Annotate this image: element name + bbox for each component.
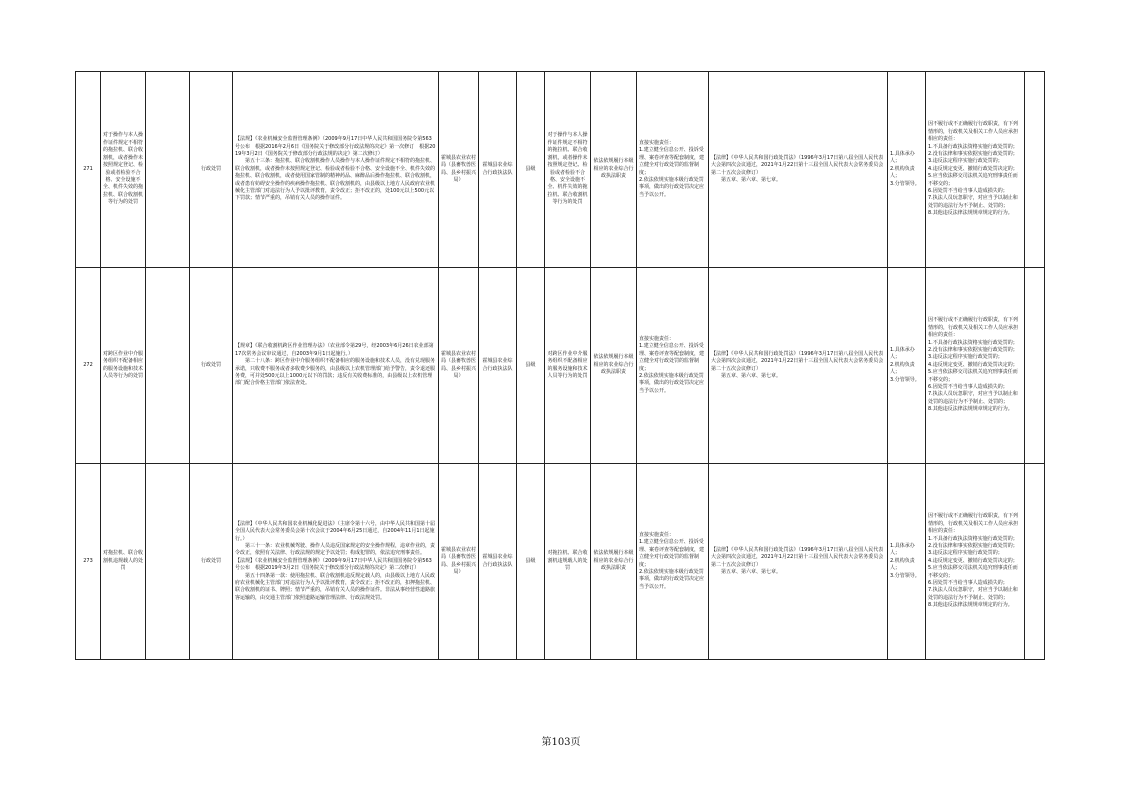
table-row xyxy=(76,268,1045,464)
duty-description: 依法依规履行本级相应的农业综合行政执法职责 xyxy=(591,464,637,660)
empty-cell xyxy=(146,72,190,268)
duty-description: 依法依规履行本级相应的农业综合行政执法职责 xyxy=(591,72,637,268)
implementation-responsibility: 直接实施责任： 1.建立健全信息公开、投诉受理、案卷评查等配套制度，建立健全对行政处罚的监督制度； 2.依法依规实施本级行政处罚事项，做出的行政处罚决定应当予以公开。 xyxy=(637,268,709,464)
admin-level: 县级 xyxy=(517,464,545,660)
duty-description: 依法依规履行本级相应的农业综合行政执法职责 xyxy=(591,268,637,464)
row-number: 273 xyxy=(76,464,101,660)
table-row xyxy=(76,72,1045,268)
admin-level: 县级 xyxy=(517,268,545,464)
row-number: 271 xyxy=(76,72,101,268)
accountability-law: 【法律】《中华人民共和国行政处罚法》（1996年3月17日第八届全国人民代表大会第四次会议通过，2021年1月22日第十三届全国人民代表大会常务委员会第二十五次会议修订） 第五章、第六章、第七章。 xyxy=(709,72,888,268)
responsible-subjects: 1.具体承办人； 2.机构负责人； 3.分管领导。 xyxy=(888,72,926,268)
enforcement-team: 霍城县农业综合行政执法队 xyxy=(479,72,517,268)
accountability-cases: 因不履行或不正确履行行政职责，有下列情形的，行政机关及相关工作人员应承担相应的责任： 1.不具备行政执法资格实施行政处罚的； 2.没有法律和事实依据实施行政处罚的； 3.违反法定程序实施行政处罚的； 4.违反规定变更、撤销行政处罚决定的； 5.应当依法移交司法机关追究刑事责任而不移交的； 6.因处罚不当给当事人造成损失的； 7.执法人员玩忽职守，对应当予以制止和处罚的违法行为不予制止、处罚的； 8.其他违反法律法规规章规定的行为。 xyxy=(926,464,1025,660)
responsible-department: 霍城县农业农村局（县畜牧兽医局、县乡村振兴局） xyxy=(439,72,479,268)
enforcement-team: 霍城县农业综合行政执法队 xyxy=(479,268,517,464)
accountability-law: 【法律】《中华人民共和国行政处罚法》（1996年3月17日第八届全国人民代表大会第四次会议通过，2021年1月22日第十三届全国人民代表大会常务委员会第二十五次会议修订） 第五章、第六章、第七章。 xyxy=(709,268,888,464)
sub-item: 对跨区作业中介服务组织不配备相应的服务设施和技术人员等行为的处罚 xyxy=(545,268,591,464)
responsible-department: 霍城县农业农村局（县畜牧兽医局、县乡村振兴局） xyxy=(439,464,479,660)
responsible-department: 霍城县农业农村局（县畜牧兽医局、县乡村振兴局） xyxy=(439,268,479,464)
item-name: 对拖拉机、联合收割机违规载人的处罚 xyxy=(101,464,146,660)
item-category: 行政处罚 xyxy=(190,72,233,268)
empty-cell xyxy=(146,464,190,660)
sub-item: 对于操作与本人操作证件规定不相符的拖拉机、联合收割机，或者操作未按照规定登记、检验或者检验不合格、安全设施不全、机件失效的拖拉机、联合收割机等行为的处罚 xyxy=(545,72,591,268)
sub-item: 对拖拉机、联合收割机违规载人的处罚 xyxy=(545,464,591,660)
legal-basis: 【法律】《中华人民共和国农业机械化促进法》（主席令第十六号，由中华人民共和国第十届全国人民代表大会常务委员会第十次会议于2004年6月25日通过，自2004年11月1日起施行。） 第三十一条：农业机械驾驶、操作人员违反国家规定的安全操作规程，违章作业的，责令改正，依照有关法律、行政法规的规定予以处罚；构成犯罪的，依法追究刑事责任。 【法规】《农业机械安全监督管理条例》（2009年9月17日中华人民共和国国务院令第563号公布 根据2019年3月2日《国务院关于修改部分行政法规的决定》第二次修订） 第五十四条第一款：使用拖拉机、联合收割机违反规定载人的，由县级以上地方人民政府农业机械化主管部门对违法行为人予以批评教育，责令改正；拒不改正的，扣押拖拉机、联合收割机的证书、牌照；情节严重的，吊销有关人员的操作证件。非法从事经营性道路旅客运输的，由交通主管部门依照道路运输管理法律、行政法规处罚。 xyxy=(233,464,439,660)
item-category: 行政处罚 xyxy=(190,464,233,660)
accountability-cases: 因不履行或不正确履行行政职责，有下列情形的，行政机关及相关工作人员应承担相应的责任： 1.不具备行政执法资格实施行政处罚的； 2.没有法律和事实依据实施行政处罚的； 3.违反法定程序实施行政处罚的； 4.违反规定变更、撤销行政处罚决定的； 5.应当依法移交司法机关追究刑事责任而不移交的； 6.因处罚不当给当事人造成损失的； 7.执法人员玩忽职守，对应当予以制止和处罚的违法行为不予制止、处罚的； 8.其他违反法律法规规章规定的行为。 xyxy=(926,268,1025,464)
remark-cell xyxy=(1025,268,1045,464)
responsibility-table xyxy=(75,71,1045,660)
accountability-cases: 因不履行或不正确履行行政职责，有下列情形的，行政机关及相关工作人员应承担相应的责任： 1.不具备行政执法资格实施行政处罚的； 2.没有法律和事实依据实施行政处罚的； 3.违反法定程序实施行政处罚的； 4.违反规定变更、撤销行政处罚决定的； 5.应当依法移交司法机关追究刑事责任而不移交的； 6.因处罚不当给当事人造成损失的； 7.执法人员玩忽职守，对应当予以制止和处罚的违法行为不予制止、处罚的； 8.其他违反法律法规规章规定的行为。 xyxy=(926,72,1025,268)
table-row xyxy=(76,464,1045,660)
accountability-law: 【法律】《中华人民共和国行政处罚法》（1996年3月17日第八届全国人民代表大会第四次会议通过，2021年1月22日第十三届全国人民代表大会常务委员会第二十五次会议修订） 第五章、第六章、第七章。 xyxy=(709,464,888,660)
empty-cell xyxy=(146,268,190,464)
responsible-subjects: 1.具体承办人； 2.机构负责人； 3.分管领导。 xyxy=(888,464,926,660)
implementation-responsibility: 直接实施责任： 1.建立健全信息公开、投诉受理、案卷评查等配套制度，建立健全对行政处罚的监督制度； 2.依法依规实施本级行政处罚事项，做出的行政处罚决定应当予以公开。 xyxy=(637,464,709,660)
legal-basis: 【规章】《联合收割机跨区作业管理办法》（农业部令第29号，经2003年6月26日农业部第17次常务会议审议通过，自2003年9月1日起施行。） 第二十八条：跨区作业中介服务组织不配备相应的服务设施和技术人员，没有兑现服务承诺，只收费不服务或者多收费少服务的，由县级以上农机管理部门给予警告，责令退还服务费，可并处500元以上1000元以下的罚款；违反有关收费标准的，由县级以上农机管理部门配合价格主管部门依法查处。 xyxy=(233,268,439,464)
responsible-subjects: 1.具体承办人； 2.机构负责人； 3.分管领导。 xyxy=(888,268,926,464)
item-category: 行政处罚 xyxy=(190,268,233,464)
item-name: 对跨区作业中介服务组织不配备相应的服务设施和技术人员等行为的处罚 xyxy=(101,268,146,464)
remark-cell xyxy=(1025,72,1045,268)
page-number: 第103页 xyxy=(541,737,581,748)
row-number: 272 xyxy=(76,268,101,464)
legal-basis: 【法规】《农业机械安全监督管理条例》（2009年9月17日中华人民共和国国务院令第563号公布 根据2016年2月6日《国务院关于修改部分行政法规的决定》第一次修订 根据2019年3月2日《国务院关于修改部分行政法规的决定》第二次修订） 第五十三条：拖拉机、联合收割机操作人员操作与本人操作证件规定不相符的拖拉机、联合收割机，或者操作未按照规定登记、检验或者检验不合格、安全设施不全、机件失效的拖拉机、联合收割机，或者使用国家管制的精神药品、麻醉品后操作拖拉机、联合收割机，或者患有妨碍安全操作的疾病操作拖拉机、联合收割机的，由县级以上地方人民政府农业机械化主管部门对违法行为人予以批评教育，责令改正；拒不改正的，处100元以上500元以下罚款；情节严重的，吊销有关人员的操作证件。 xyxy=(233,72,439,268)
remark-cell xyxy=(1025,464,1045,660)
implementation-responsibility: 直接实施责任： 1.建立健全信息公开、投诉受理、案卷评查等配套制度，建立健全对行政处罚的监督制度； 2.依法依规实施本级行政处罚事项，做出的行政处罚决定应当予以公开。 xyxy=(637,72,709,268)
item-name: 对于操作与本人操作证件规定不相符的拖拉机、联合收割机，或者操作未按照规定登记、检验或者检验不合格、安全设施不全、机件失效的拖拉机、联合收割机等行为的处罚 xyxy=(101,72,146,268)
enforcement-team: 霍城县农业综合行政执法队 xyxy=(479,464,517,660)
admin-level: 县级 xyxy=(517,72,545,268)
